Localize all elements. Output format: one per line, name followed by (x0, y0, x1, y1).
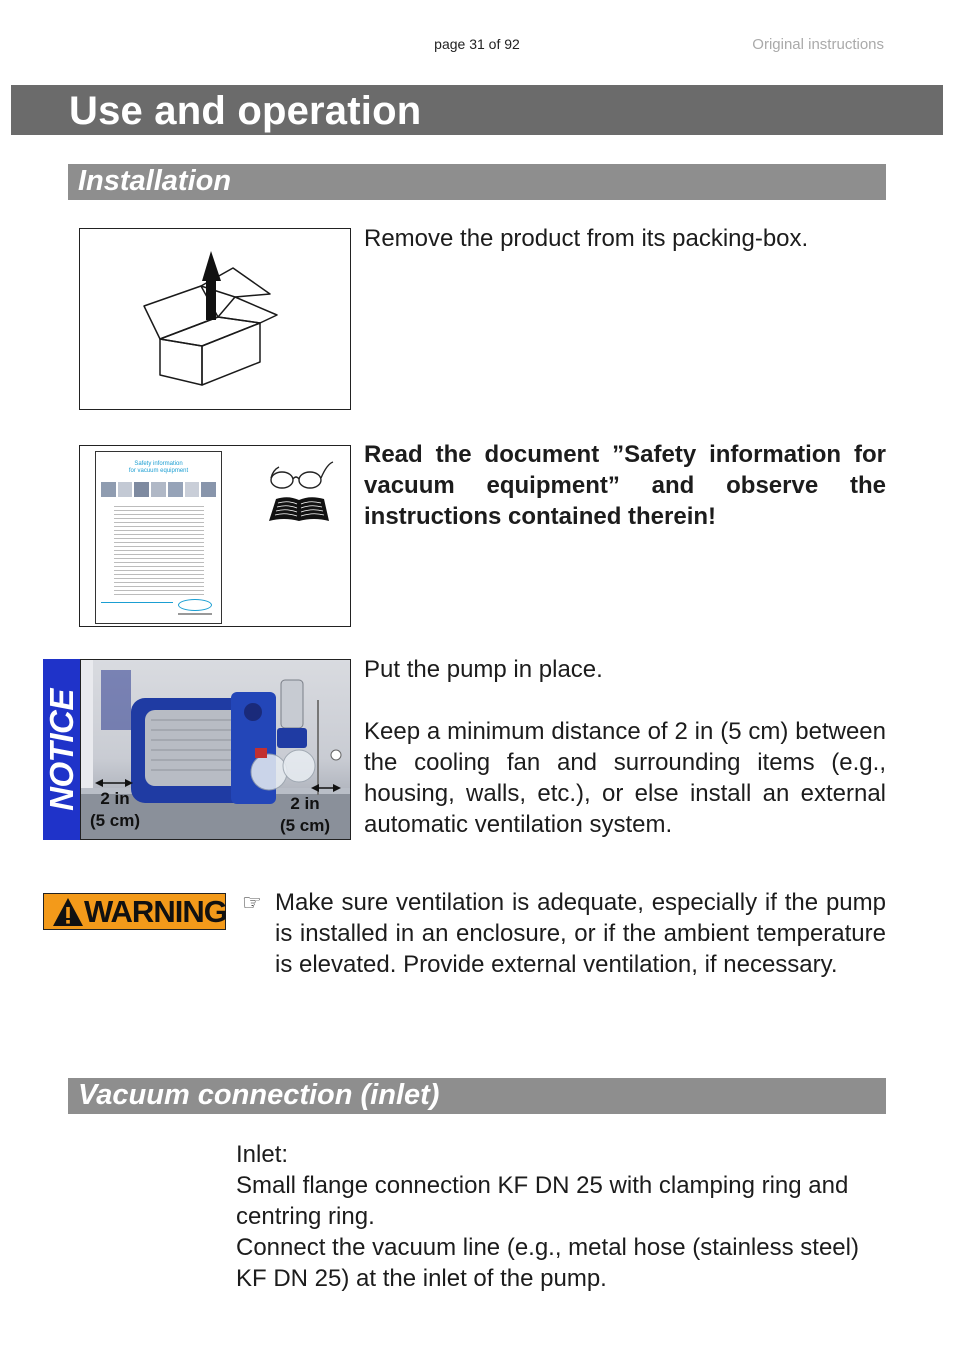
open-book-icon (266, 494, 332, 524)
box-with-arrow-icon (80, 229, 350, 409)
clearance-label-left (85, 788, 145, 832)
inlet-flange-description: Small flange connection KF DN 25 with clamping ring and centring ring. (236, 1172, 849, 1230)
warning-sign (43, 893, 226, 930)
safety-booklet-cover (95, 451, 222, 624)
brand-logo (178, 599, 212, 611)
step-read-safety-document: Read the document ”Safety information for vacuum equipment” and observe the instructions contained therein! (364, 441, 886, 530)
clearance-right-cm: (5 cm) (279, 816, 331, 835)
warning-triangle-icon (51, 896, 85, 928)
clearance-right-inch: 2 in (290, 794, 320, 813)
figure-safety-booklet (79, 445, 351, 627)
figure-unpack-box (79, 228, 351, 410)
booklet-photo-strip (101, 482, 216, 497)
page-number: page 31 of 92 (434, 36, 520, 52)
chapter-header-bar (11, 85, 943, 135)
warning-label: WARNING (84, 894, 227, 929)
glasses-icon (267, 458, 337, 492)
document-type-label: Original instructions (752, 36, 884, 53)
booklet-text-lines (114, 506, 204, 598)
clearance-left-cm: (5 cm) (89, 811, 141, 830)
step-remove-from-box: Remove the product from its packing-box. (364, 225, 809, 252)
warning-ventilation-text: Make sure ventilation is adequate, especially if the pump is installed in an enclosure, or if the ambient temperature is elevated. Provide external ventilation, if necessary. (275, 889, 886, 978)
section-bar-vacuum-connection (68, 1078, 886, 1114)
section-title-vacuum-connection: Vacuum connection (inlet) (78, 1079, 440, 1111)
booklet-title-line-1: Safety information (134, 461, 183, 467)
pointing-hand-icon: ☞ (242, 890, 262, 915)
pump-placement-photo (80, 659, 351, 840)
inlet-connect-instructions: Connect the vacuum line (e.g., metal hose (stainless steel) KF DN 25) at the inlet of the pump. (236, 1234, 859, 1292)
inlet-heading: Inlet: (236, 1141, 289, 1168)
notice-label: NOTICE (42, 688, 80, 811)
booklet-title-line-2: for vacuum equipment (128, 468, 189, 474)
step-clearance-instructions: Keep a minimum distance of 2 in (5 cm) between the cooling fan and surrounding items (e.g., housing, walls, etc.), or else install an external automatic ventilation system. (364, 718, 886, 838)
step-place-pump: Put the pump in place. (364, 656, 603, 683)
clearance-label-right (274, 793, 336, 837)
clearance-left-inch: 2 in (100, 789, 130, 808)
section-title-installation: Installation (78, 165, 232, 197)
chapter-title: Use and operation (69, 89, 422, 133)
notice-banner (43, 659, 80, 840)
section-bar-installation (68, 164, 886, 200)
